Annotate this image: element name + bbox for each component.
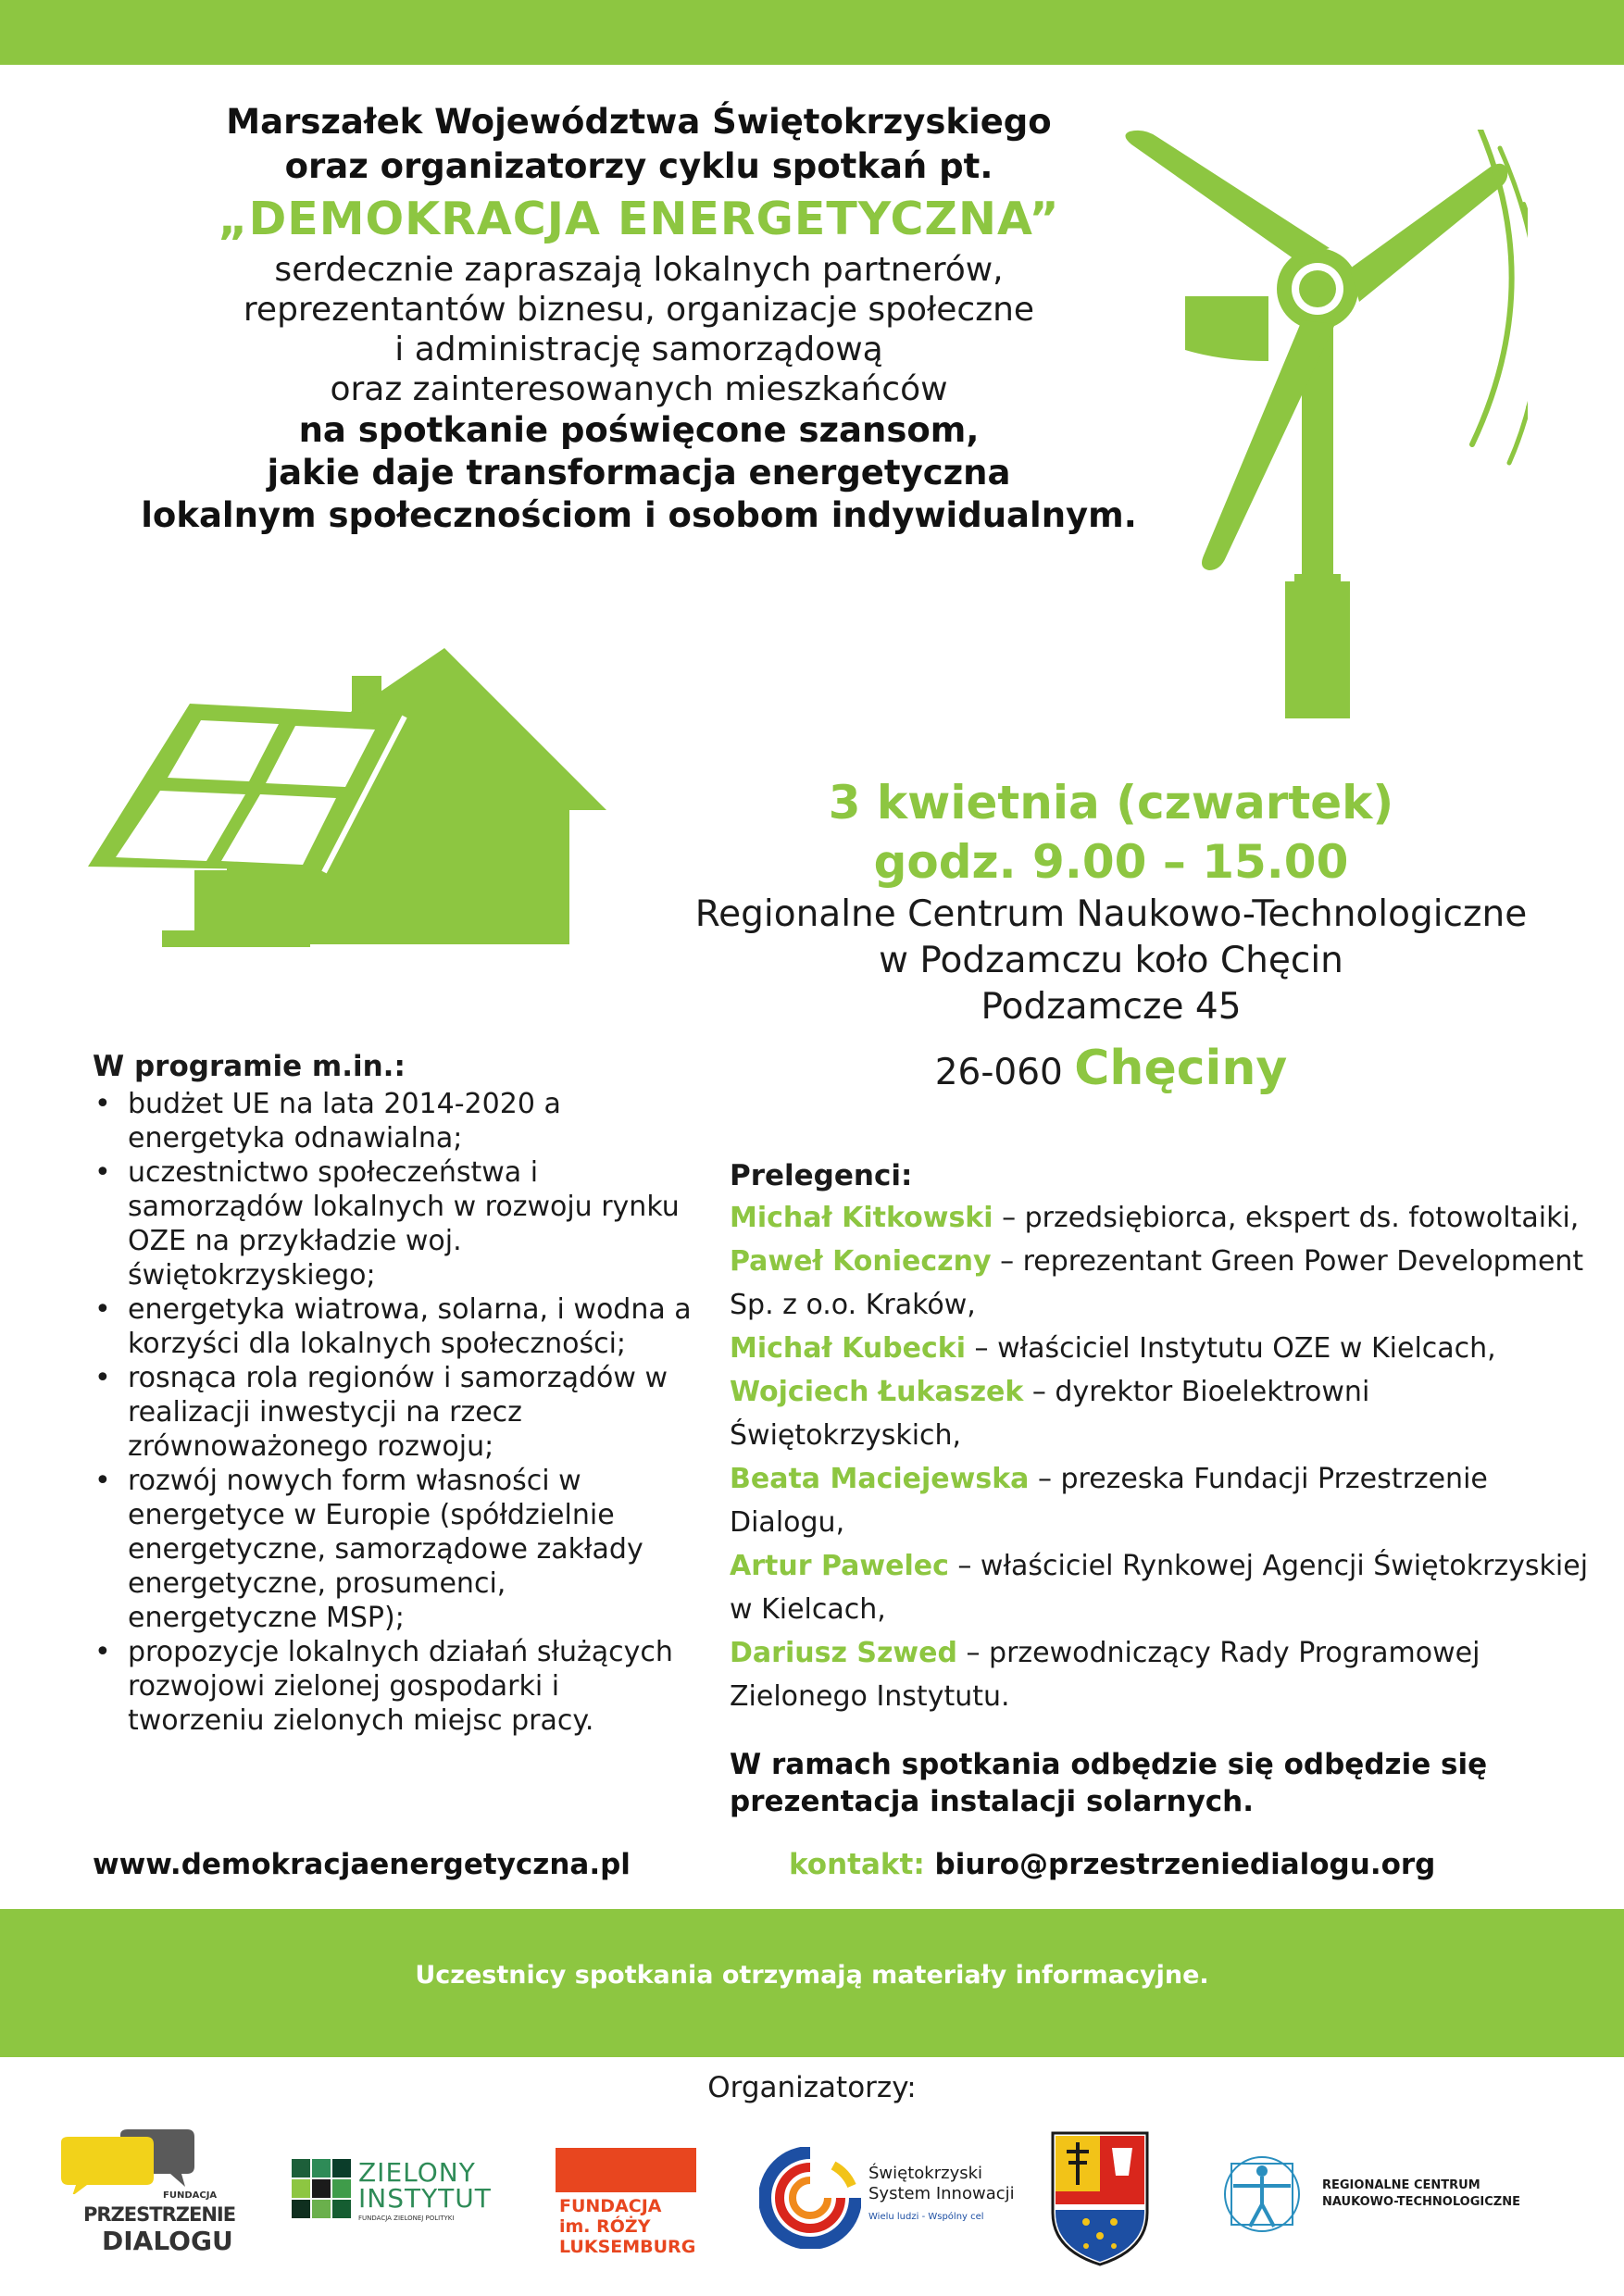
postal-code: 26-060 (934, 1052, 1063, 1093)
logo-swietokrzyski-system-innowacji (759, 2143, 1028, 2254)
venue-location: w Podzamczu koło Chęcin (879, 940, 1343, 981)
coat-of-arms-icon (1049, 2129, 1151, 2268)
program-item: • propozycje lokalnych działań służących rozwojowi zielonej gospodarki i tworzeniu zielonych miejsc pracy. (93, 1635, 704, 1738)
logo-fund-line2: DIALOGU (102, 2226, 233, 2256)
event-series-title: „DEMOKRACJA ENERGETYCZNA” (218, 193, 1060, 245)
logo-zi-line1: ZIELONY (358, 2157, 476, 2188)
venue-city: Chęciny (1074, 1041, 1288, 1096)
logo-zielony-instytut (292, 2157, 532, 2231)
intro-line-7: na spotkanie poświęcone szansom, (298, 410, 980, 450)
rosa-red-block (556, 2148, 696, 2192)
program-list (93, 1087, 704, 1738)
speaker-name: Wojciech Łukaszek (730, 1376, 1024, 1408)
speaker-entry (730, 1240, 1600, 1327)
logo-zi-line2: INSTYTUT (358, 2183, 492, 2214)
info-band (0, 1909, 1624, 2057)
speaker-name: Artur Pawelec (730, 1550, 949, 1582)
speaker-description: – właściciel Rynkowej Agencji Świętokrzyskiej w Kielcach, (730, 1550, 1589, 1626)
speaker-name: Beata Maciejewska (730, 1463, 1030, 1495)
logo-rosa-line3: LUKSEMBURG (559, 2237, 696, 2257)
logo-rosa-line1: FUNDACJA (559, 2196, 662, 2216)
venue-address: Podzamcze 45 (981, 986, 1242, 1028)
logo-fund-small: FUNDACJA (163, 2190, 218, 2201)
logo-ssi-line2: System Innowacji (868, 2184, 1015, 2203)
website-link[interactable]: www.demokracjaenergetyczna.pl (93, 1848, 631, 1881)
logo-fund-line1: PRZESTRZENIE (83, 2203, 236, 2226)
speaker-entry (730, 1196, 1600, 1240)
intro-line-8: jakie daje transformacja energetyczna (267, 453, 1011, 493)
logo-rcnt-line2: NAUKOWO-TECHNOLOGICZNE (1322, 2195, 1520, 2209)
program-section (93, 1048, 704, 1738)
logo-ssi-line1: Świętokrzyski (868, 2164, 983, 2183)
speaker-description: – dyrektor Bioelektrowni Świętokrzyskich, (730, 1376, 1370, 1452)
speaker-description: – reprezentant Green Power Development Sp. z o.o. Kraków, (730, 1245, 1584, 1321)
logo-ssi-tagline: Wielu ludzi - Wspólny cel (868, 2212, 984, 2222)
speaker-description: – przedsiębiorca, ekspert ds. fotowoltaiki, (993, 1202, 1580, 1234)
intro-line-4: reprezentantów biznesu, organizacje społeczne (243, 291, 1035, 329)
speaker-description: – przewodniczący Rady Programowej Zielonego Instytutu. (730, 1637, 1480, 1713)
venue-name: Regionalne Centrum Naukowo-Technologiczne (694, 893, 1528, 935)
program-item: • rosnąca rola regionów i samorządów w realizacji inwestycji na rzecz zrównoważonego rozwoju; (93, 1361, 704, 1464)
logo-rcnt-line1: REGIONALNE CENTRUM (1322, 2178, 1480, 2192)
coat-of-arms-swietokrzyskie (1049, 2129, 1151, 2268)
event-details (639, 773, 1583, 1096)
speaker-entry (730, 1327, 1600, 1370)
invitation-intro (83, 100, 1194, 537)
speakers-section (730, 1155, 1600, 1820)
intro-line-9: lokalnym społecznościom i osobom indywidualnym. (141, 495, 1137, 535)
intro-line-1: Marszałek Województwa Świętokrzyskiego (226, 102, 1052, 142)
info-band-message: Uczestnicy spotkania otrzymają materiały informacyjne. (415, 1961, 1209, 1990)
speaker-description: – prezeska Fundacji Przestrzenie Dialogu, (730, 1463, 1488, 1539)
top-green-bar (0, 0, 1624, 65)
circle-swirl-icon (759, 2147, 861, 2249)
contact-label: kontakt: (789, 1848, 925, 1881)
speaker-entry (730, 1457, 1600, 1544)
program-heading: W programie m.in.: (93, 1050, 406, 1083)
program-item: • uczestnictwo społeczeństwa i samorządów lokalnych w rozwoju rynku OZE na przykładzie woj. świętokrzyskiego; (93, 1155, 704, 1292)
speaker-name: Michał Kitkowski (730, 1202, 993, 1234)
program-item: • energetyka wiatrowa, solarna, i wodna a korzyści dla lokalnych społeczności; (93, 1292, 704, 1361)
speaker-name: Dariusz Szwed (730, 1637, 957, 1669)
speaker-description: – właściciel Instytutu OZE w Kielcach, (966, 1332, 1496, 1365)
intro-line-3: serdecznie zapraszają lokalnych partnerów, (274, 251, 1004, 289)
venue-postal-line (639, 1041, 1583, 1096)
logo-rcnt (1220, 2152, 1591, 2245)
intro-line-5: i administrację samorządową (394, 331, 883, 368)
speech-bubbles-icon (56, 2129, 213, 2194)
speaker-entry (730, 1631, 1600, 1718)
logo-rosa-line2: im. RÓŻY (559, 2216, 651, 2237)
contact-info (789, 1848, 1435, 1881)
speaker-name: Michał Kubecki (730, 1332, 967, 1365)
program-item: • budżet UE na lata 2014-2020 a energetyka odnawialna; (93, 1087, 704, 1155)
speakers-heading: Prelegenci: (730, 1159, 913, 1192)
speaker-name: Paweł Konieczny (730, 1245, 992, 1278)
program-item: • rozwój nowych form własności w energetyce w Europie (spółdzielnie energetyczne, samorządowe zakłady energetyczne, prosumenci, energetyczne MSP); (93, 1464, 704, 1635)
solar-house-icon (88, 639, 606, 954)
speaker-entry (730, 1544, 1600, 1631)
speaker-entry (730, 1370, 1600, 1457)
intro-line-2: oraz organizatorzy cyklu spotkań pt. (284, 146, 993, 186)
logo-przestrzenie-dialogu (56, 2129, 236, 2268)
green-squares-icon (292, 2159, 351, 2218)
vitruvian-man-icon (1220, 2152, 1304, 2236)
organizers-heading: Organizatorzy: (707, 2071, 917, 2104)
solar-presentation-note: W ramach spotkania odbędzie się odbędzie się prezentacja instalacji solarnych. (730, 1748, 1488, 1818)
logo-zi-sub: FUNDACJA ZIELONEJ POLITYKI (358, 2215, 455, 2222)
logo-fundacja-rozy-luksemburg (556, 2148, 704, 2259)
event-date: 3 kwietnia (czwartek) (828, 776, 1394, 830)
wind-turbine-icon (1120, 130, 1528, 741)
event-time: godz. 9.00 – 15.00 (873, 835, 1349, 889)
intro-line-6: oraz zainteresowanych mieszkańców (330, 370, 948, 408)
contact-email-link[interactable]: biuro@przestrzeniedialogu.org (934, 1848, 1436, 1881)
